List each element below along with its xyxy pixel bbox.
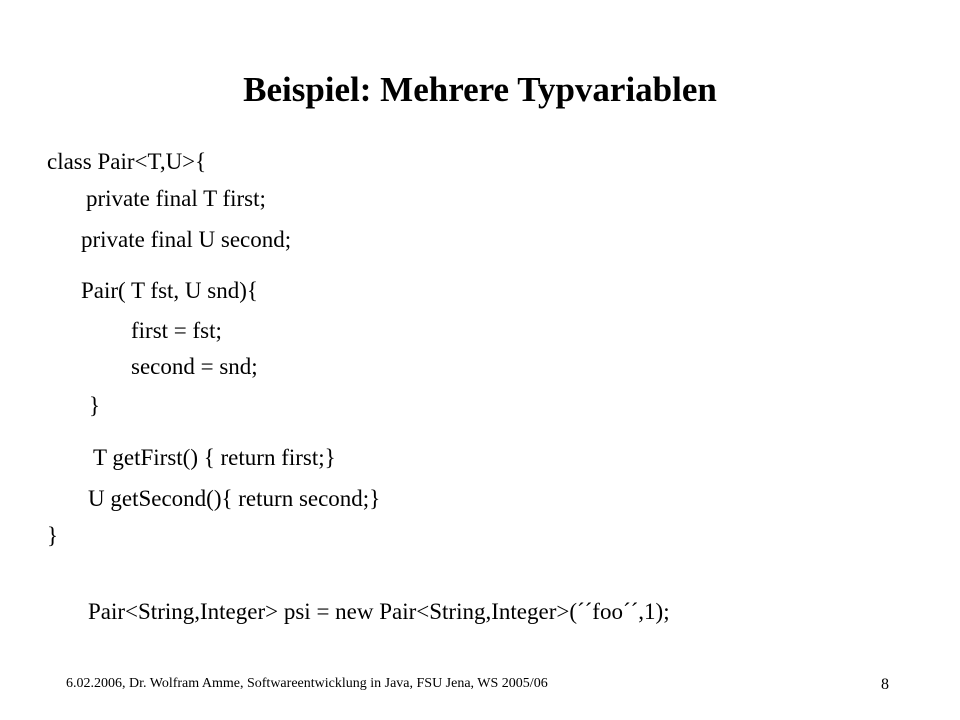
code-line-constructor: Pair( T fst, U snd){ bbox=[81, 278, 258, 303]
code-line-get-second: U getSecond(){ return second;} bbox=[88, 486, 381, 511]
code-line-constructor-close: } bbox=[89, 393, 101, 418]
code-line-assign-second: second = snd; bbox=[131, 354, 258, 379]
page-number: 8 bbox=[881, 676, 889, 693]
code-line-assign-first: first = fst; bbox=[131, 318, 222, 343]
code-line-field-second: private final U second; bbox=[81, 227, 292, 252]
slide-title: Beispiel: Mehrere Typvariablen bbox=[243, 70, 717, 109]
code-line-get-first: T getFirst() { return first;} bbox=[93, 445, 336, 470]
slide-footer: 6.02.2006, Dr. Wolfram Amme, Softwareentwicklung in Java, FSU Jena, WS 2005/06 bbox=[66, 676, 548, 691]
code-line-class-decl: class Pair<T,U>{ bbox=[47, 149, 207, 174]
code-line-field-first: private final T first; bbox=[86, 186, 266, 211]
code-line-instantiation: Pair<String,Integer> psi = new Pair<String,Integer>(´´foo´´,1); bbox=[88, 599, 670, 624]
code-line-class-close: } bbox=[47, 523, 59, 548]
